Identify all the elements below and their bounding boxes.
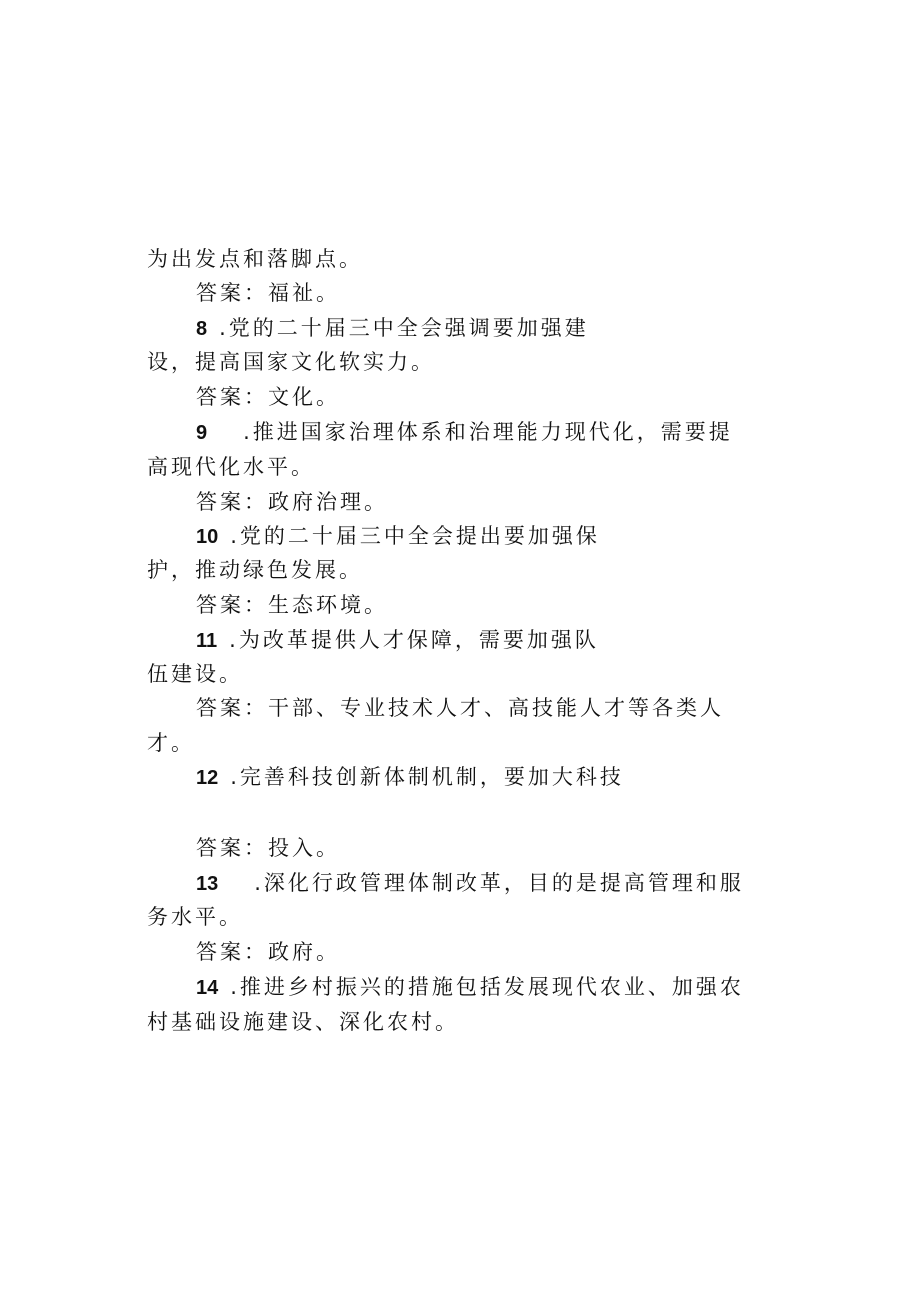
answer-line	[196, 382, 340, 412]
line-text: 高现代化水平。	[147, 455, 315, 479]
answer-line	[196, 278, 340, 308]
question-line	[196, 313, 589, 344]
question-line	[196, 417, 733, 448]
text-line	[147, 1007, 459, 1037]
line-text: 护，推动绿色发展。	[147, 558, 363, 582]
line-text: 才。	[147, 731, 195, 755]
answer-line	[196, 487, 388, 517]
question-number: 9	[196, 422, 208, 444]
line-text: 设，提高国家文化软实力。	[147, 350, 435, 374]
question-text: .党的二十届三中全会强调要加强建	[219, 316, 589, 340]
question-number: 8	[196, 318, 208, 340]
text-line	[147, 244, 363, 274]
answer-text: 答案：文化。	[196, 385, 340, 409]
answer-line	[196, 590, 388, 620]
answer-text: 答案：干部、专业技术人才、高技能人才等各类人	[196, 696, 724, 720]
question-line	[196, 625, 599, 656]
line-text: 村基础设施建设、深化农村。	[147, 1010, 459, 1034]
line-text: 为出发点和落脚点。	[147, 247, 363, 271]
question-line	[196, 972, 744, 1003]
answer-text: 答案：政府治理。	[196, 490, 388, 514]
answer-line	[196, 937, 340, 967]
answer-text: 答案：福祉。	[196, 281, 340, 305]
question-text: .推进国家治理体系和治理能力现代化，需要提	[243, 420, 733, 444]
question-text: .推进乡村振兴的措施包括发展现代农业、加强农	[230, 975, 744, 999]
question-number: 14	[196, 977, 219, 999]
question-text: .深化行政管理体制改革，目的是提高管理和服	[254, 871, 744, 895]
question-number: 11	[196, 630, 218, 652]
question-text: .完善科技创新体制机制，要加大科技	[230, 765, 624, 789]
question-number: 13	[196, 873, 219, 895]
text-line	[147, 902, 243, 932]
question-line	[196, 868, 744, 899]
answer-text: 答案：政府。	[196, 940, 340, 964]
text-line	[147, 347, 435, 377]
text-line	[147, 728, 195, 758]
text-line	[147, 555, 363, 585]
question-line	[196, 521, 600, 552]
answer-line	[196, 693, 724, 723]
answer-text: 答案：生态环境。	[196, 593, 388, 617]
question-number: 10	[196, 526, 219, 548]
text-line	[147, 452, 315, 482]
question-text: .为改革提供人才保障，需要加强队	[229, 628, 599, 652]
question-number: 12	[196, 767, 219, 789]
question-text: .党的二十届三中全会提出要加强保	[230, 524, 600, 548]
text-line	[147, 659, 243, 689]
question-line	[196, 762, 624, 793]
answer-text: 答案：投入。	[196, 836, 340, 860]
line-text: 伍建设。	[147, 662, 243, 686]
answer-line	[196, 833, 340, 863]
line-text: 务水平。	[147, 905, 243, 929]
